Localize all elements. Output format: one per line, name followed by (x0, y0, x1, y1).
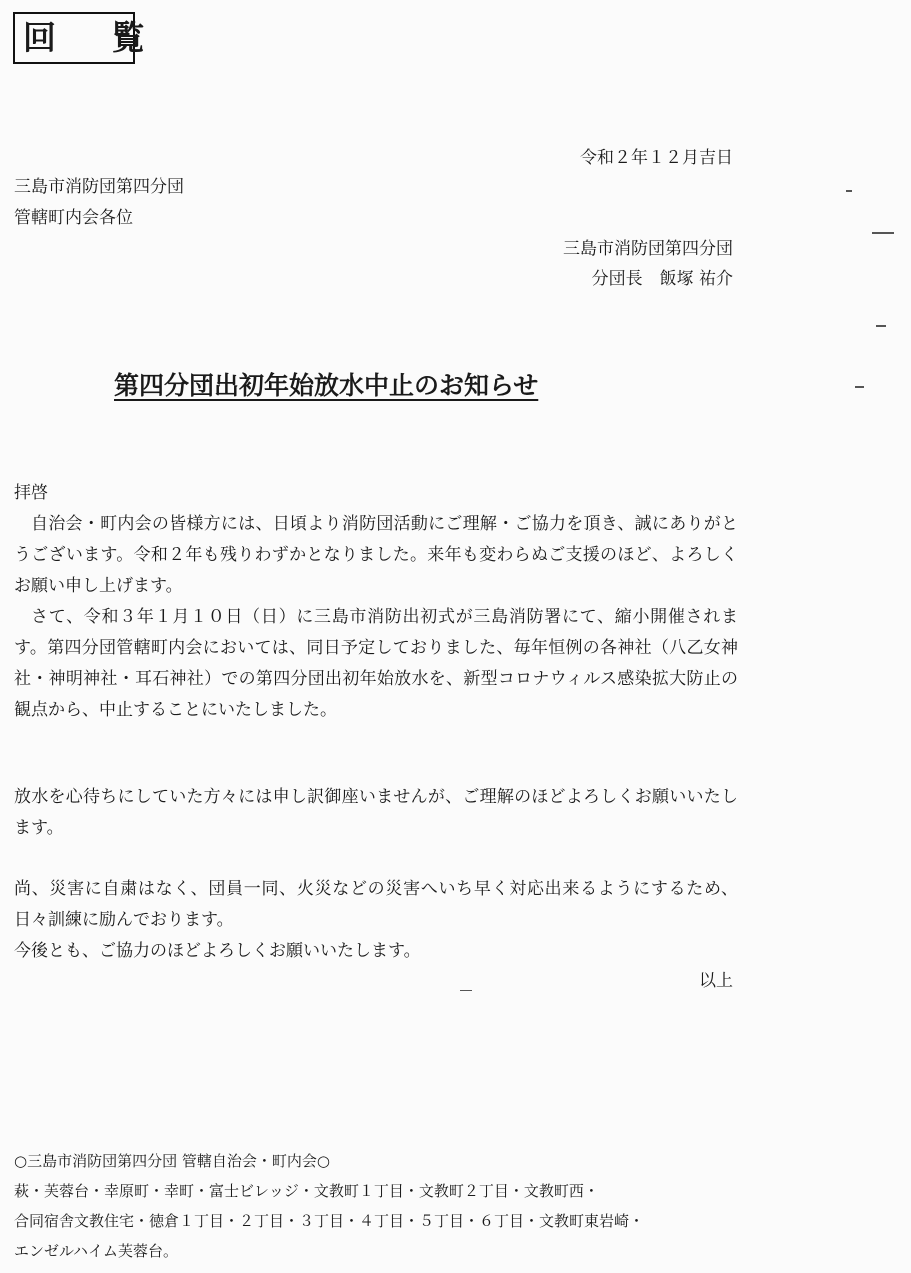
letter-body (14, 478, 738, 726)
scan-speck (460, 990, 472, 991)
footer-area-line-2: 合同宿舎文教住宅・徳倉１丁目・２丁目・３丁目・４丁目・５丁目・６丁目・文教町東岩崎・ (14, 1212, 645, 1230)
scan-speck (872, 232, 894, 234)
closing: 以上 (699, 971, 733, 991)
footer-heading: ○三島市消防団第四分団 管轄自治会・町内会○ (14, 1152, 330, 1170)
paragraph-request: 今後とも、ご協力のほどよろしくお願いいたします。 (14, 941, 421, 961)
letter-training (14, 874, 738, 967)
recipient-addressee: 管轄町内会各位 (14, 208, 133, 228)
sender-name: 分団長 飯塚 祐介 (591, 269, 733, 289)
document-title: 第四分団出初年始放水中止のお知らせ (114, 371, 539, 400)
scan-speck (846, 190, 852, 192)
recipient-organization: 三島市消防団第四分団 (14, 177, 184, 197)
sender-organization: 三島市消防団第四分団 (563, 239, 733, 259)
paragraph-training: 尚、災害に自粛はなく、団員一同、火災などの災害へいち早く対応出来るようにするため、日々訓練に励んでおります。 (14, 879, 738, 930)
letter-apology (14, 782, 738, 844)
scan-speck (855, 386, 864, 388)
footer-area-line-1: 萩・芙蓉台・幸原町・幸町・富士ビレッジ・文教町１丁目・文教町２丁目・文教町西・ (14, 1182, 599, 1200)
paragraph-apology: 放水を心待ちにしていた方々には申し訳御座いませんが、ご理解のほどよろしくお願いいたします。 (14, 787, 738, 838)
paragraph-cancellation: さて、令和３年１月１０日（日）に三島市消防出初式が三島消防署にて、縮小開催されます。第四分団管轄町内会においては、同日予定しておりました、毎年恒例の各神社（八乙女神社・神明神社・耳石神社）での第四分団出初年始放水を、新型コロナウィルス感染拡大防止の観点から、中止することにいたしました。 (14, 607, 738, 720)
salutation: 拝啓 (14, 483, 48, 503)
footer-area-line-3: エンゼルハイム芙蓉台。 (14, 1242, 178, 1260)
circulation-stamp: 回 覧 (13, 12, 135, 64)
paragraph-greeting: 自治会・町内会の皆様方には、日頃より消防団活動にご理解・ご協力を頂き、誠にありがとうございます。令和２年も残りわずかとなりました。来年も変わらぬご支援のほど、よろしくお願い申し上げます。 (14, 514, 738, 596)
scan-speck (876, 325, 886, 327)
date: 令和２年１２月吉日 (580, 148, 733, 168)
